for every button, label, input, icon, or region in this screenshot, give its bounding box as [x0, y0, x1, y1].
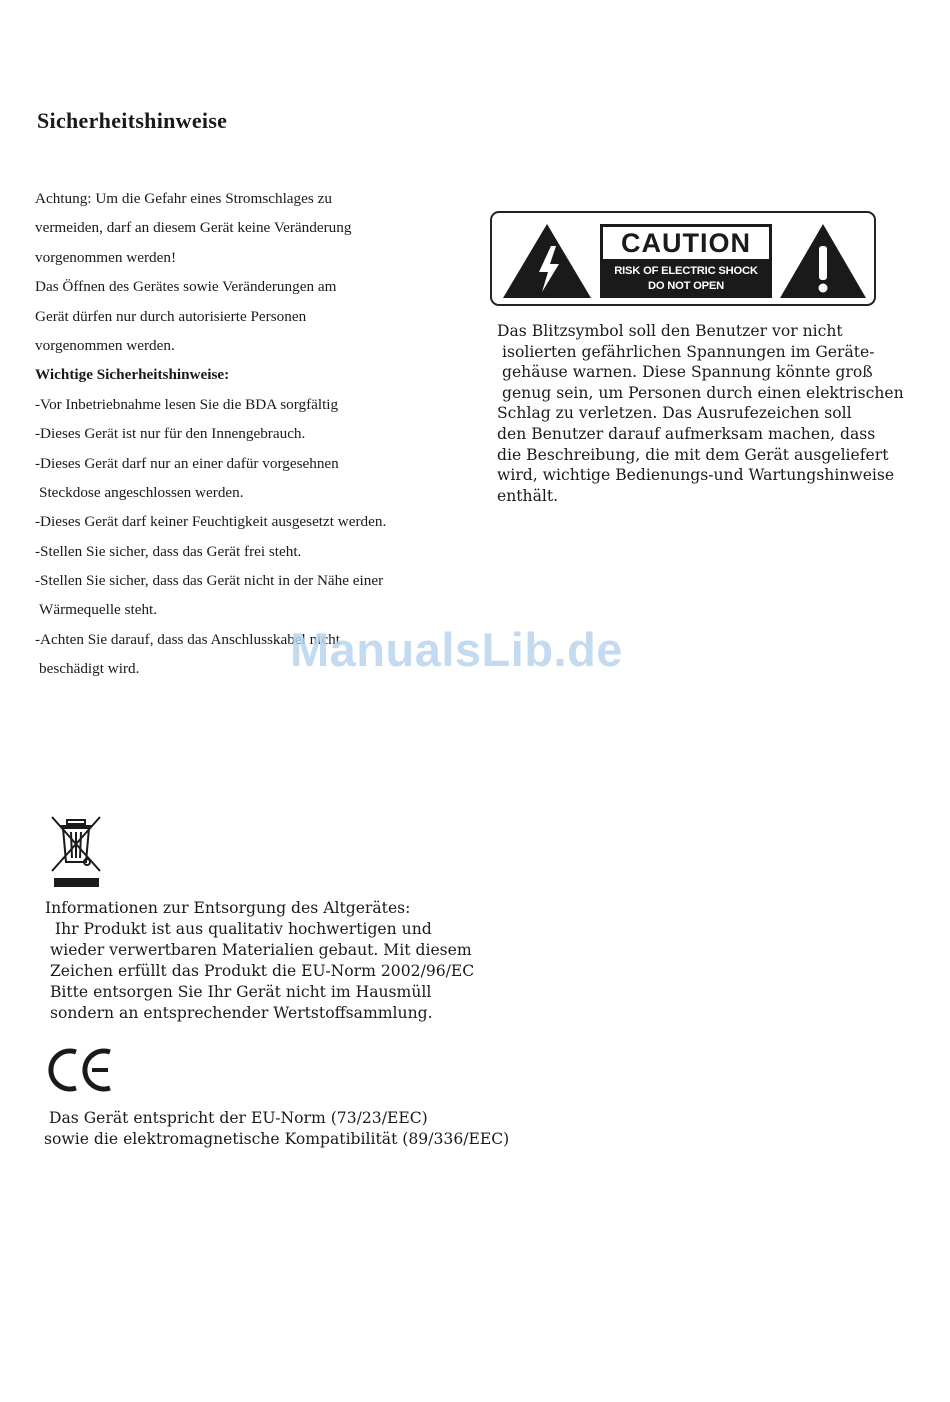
- disposal-line: wieder verwertbaren Materialien gebaut. Mit diesem: [45, 941, 472, 959]
- caution-label-box: [490, 211, 876, 306]
- explanation-line: den Benutzer darauf aufmerksam machen, dass: [497, 424, 876, 443]
- instruction-line: beschädigt wird.: [39, 660, 140, 678]
- disposal-line: Zeichen erfüllt das Produkt die EU-Norm 2002/96/EC: [45, 962, 475, 980]
- caution-do-not-open-text: DO NOT OPEN: [647, 280, 725, 292]
- exclamation-warning-icon: [778, 222, 868, 300]
- explanation-line: die Beschreibung, die mit dem Gerät ausgeliefert: [497, 445, 889, 464]
- instruction-line: -Dieses Gerät darf nur an einer dafür vorgesehnen: [35, 454, 339, 472]
- instruction-line: Steckdose angeschlossen werden.: [39, 483, 244, 501]
- explanation-line: genug sein, um Personen durch einen elektrischen: [497, 383, 904, 402]
- instruction-line: -Dieses Gerät darf keiner Feuchtigkeit ausgesetzt werden.: [35, 513, 387, 531]
- ce-conformity-text: [44, 1108, 564, 1150]
- crossed-out-bin-icon: [50, 814, 102, 890]
- disposal-information: [45, 898, 545, 1024]
- page-title: Sicherheitshinweise: [37, 108, 228, 133]
- instruction-line: Wärmequelle steht.: [39, 601, 158, 619]
- instruction-line: vermeiden, darf an diesem Gerät keine Veränderung: [35, 219, 352, 237]
- explanation-line: isolierten gefährlichen Spannungen im Geräte-: [497, 342, 875, 361]
- explanation-line: enthält.: [497, 486, 559, 505]
- safety-instructions: [35, 184, 485, 684]
- lightning-warning-icon: [501, 222, 593, 300]
- disposal-line: Ihr Produkt ist aus qualitativ hochwertigen und: [45, 920, 432, 938]
- disposal-line: Informationen zur Entsorgung des Altgerätes:: [45, 899, 411, 917]
- instruction-line: vorgenommen werden!: [35, 248, 177, 266]
- explanation-line: Schlag zu verletzen. Das Ausrufezeichen soll: [497, 404, 852, 423]
- instruction-line: Gerät dürfen nur durch autorisierte Personen: [35, 307, 307, 325]
- ce-mark-icon: [46, 1046, 114, 1094]
- symbol-explanation: [497, 321, 917, 506]
- disposal-line: Bitte entsorgen Sie Ihr Gerät nicht im Hausmüll: [45, 983, 432, 1001]
- instruction-line: Achtung: Um die Gefahr eines Stromschlages zu: [35, 190, 332, 207]
- ce-line: Das Gerät entspricht der EU-Norm (73/23/EEC): [44, 1109, 428, 1127]
- instruction-line: Das Öffnen des Gerätes sowie Veränderungen am: [35, 278, 337, 296]
- instruction-line: -Achten Sie darauf, dass das Anschlusskabel nicht: [35, 630, 340, 648]
- watermark: ManualsLib.de: [290, 623, 623, 676]
- ce-line: sowie die elektromagnetische Kompatibilität (89/336/EEC): [44, 1130, 510, 1148]
- instruction-line: -Dieses Gerät ist nur für den Innengebrauch.: [35, 425, 306, 443]
- instruction-line: -Vor Inbetriebnahme lesen Sie die BDA sorgfältig: [35, 395, 339, 413]
- disposal-line: sondern an entsprechender Wertstoffsammlung.: [45, 1004, 433, 1022]
- explanation-line: wird, wichtige Bedienungs-und Wartungshinweise: [497, 466, 895, 485]
- caution-sign: [600, 224, 772, 298]
- instruction-line: vorgenommen werden.: [35, 336, 175, 354]
- explanation-line: gehäuse warnen. Diese Spannung könnte groß: [497, 363, 873, 382]
- caution-risk-text: RISK OF ELECTRIC SHOCK: [614, 265, 758, 277]
- explanation-line: Das Blitzsymbol soll den Benutzer vor nicht: [497, 322, 843, 340]
- instruction-subheading: Wichtige Sicherheitshinweise:: [35, 366, 230, 384]
- instruction-line: -Stellen Sie sicher, dass das Gerät frei steht.: [35, 542, 302, 560]
- caution-word: CAUTION: [603, 227, 769, 259]
- instruction-line: -Stellen Sie sicher, dass das Gerät nicht in der Nähe einer: [35, 572, 384, 590]
